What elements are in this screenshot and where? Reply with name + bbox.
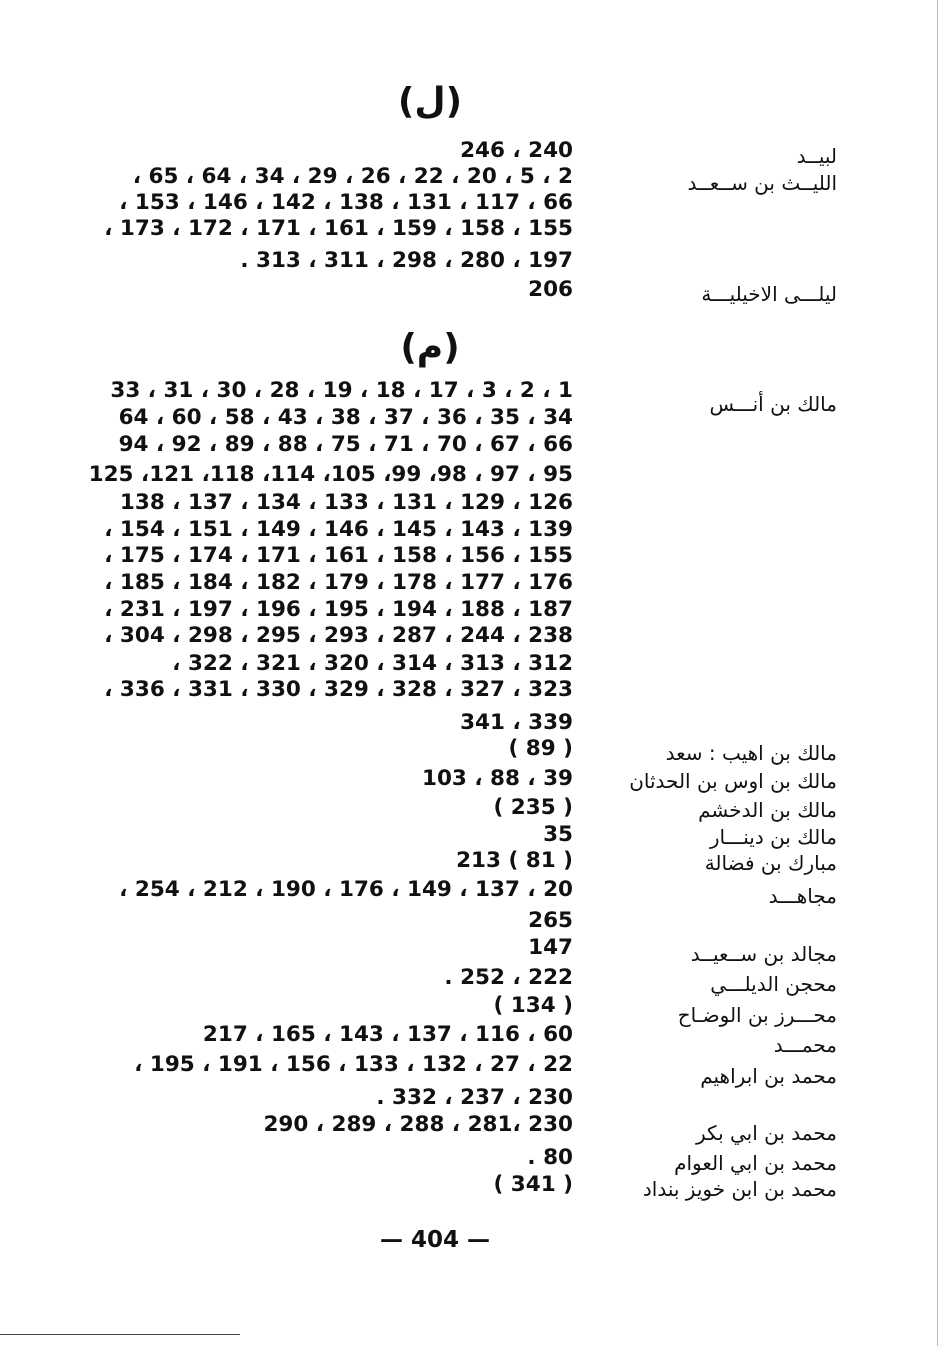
entry-name: مالك بن اوس بن الحدثان: [629, 769, 837, 793]
entry-lines: 187 ، 188 ، 194 ، 195 ، 196 ، 197 ، 231 ،: [104, 597, 573, 622]
entry-lines: 222 ، 252 .: [444, 965, 573, 990]
entry-lines: 230 ،281 ، 288 ، 289 ، 290: [263, 1112, 573, 1137]
entry-name: محمد بن ابي العوام: [674, 1151, 837, 1175]
entry-lines: 80 .: [527, 1145, 573, 1170]
entry-lines: 35: [543, 822, 573, 847]
entry-lines: 312 ، 313 ، 314 ، 320 ، 321 ، 322 ،: [172, 651, 573, 676]
entry-lines: 34 ، 35 ، 36 ، 37 ، 38 ، 43 ، 58 ، 60 ، 64: [118, 405, 573, 430]
entry-name: لبيــد: [796, 144, 837, 168]
entry-lines: 1 ، 2 ، 3 ، 17 ، 18 ، 19 ، 28 ، 30 ، 31 ، 33: [110, 378, 573, 403]
entry-lines: ( 89 ): [508, 736, 573, 761]
entry-lines: 147: [528, 935, 573, 960]
entry-lines: 20 ، 137 ، 149 ، 176 ، 190 ، 212 ، 254 ،: [119, 877, 573, 902]
entry-name: مجالد بن ســعيــد: [690, 942, 837, 966]
entry-name: محجن الديلـــي: [710, 972, 837, 996]
entry-lines: 95 ، 97 ، 98، 99، 105، 114، 118، 121، 125: [88, 462, 573, 487]
entry-lines: 155 ، 156 ، 158 ، 161 ، 171 ، 174 ، 175 ،: [104, 543, 573, 568]
entry-name: مجاهـــد: [768, 884, 837, 908]
entry-name: مالك بن دينـــار: [709, 825, 837, 849]
entry-lines: 66 ، 117 ، 131 ، 138 ، 142 ، 146 ، 153 ،: [119, 190, 573, 215]
entry-lines: 66 ، 67 ، 70 ، 71 ، 75 ، 88 ، 89 ، 92 ، 94: [118, 432, 573, 457]
entry-name: محمـــد: [773, 1033, 837, 1057]
entry-lines: 39 ، 88 ، 103: [421, 766, 573, 791]
entry-lines: 323 ، 327 ، 328 ، 329 ، 330 ، 331 ، 336 ،: [104, 677, 573, 702]
entry-name: مالك بن أنـــس: [709, 392, 837, 416]
entry-name: محمد بن ابراهيم: [700, 1064, 837, 1088]
entry-name: مبارك بن فضالة: [704, 851, 837, 875]
entry-lines: 60 ، 116 ، 137 ، 143 ، 165 ، 217: [202, 1022, 573, 1047]
entry-lines: ( 81 ) 213: [456, 848, 573, 873]
entry-lines: ( 235 ): [493, 795, 573, 820]
entry-name: محمد بن ابي بكر: [696, 1121, 837, 1145]
entry-lines: 339 ، 341: [460, 710, 573, 735]
entry-lines: 265: [528, 908, 573, 933]
entry-lines: 176 ، 177 ، 178 ، 179 ، 182 ، 184 ، 185 ،: [104, 570, 573, 595]
entry-name: الليــث بن ســعــد: [687, 171, 837, 195]
entry-lines: 206: [528, 277, 573, 302]
entry-name: ليلـــى الاخيليـــة: [701, 282, 837, 306]
section-heading-lam: (ل): [397, 81, 463, 122]
entry-lines: 2 ، 5 ، 20 ، 22 ، 26 ، 29 ، 34 ، 64 ، 65 ،: [132, 164, 573, 189]
entry-name: مالك بن الدخشم: [698, 798, 837, 822]
footer-rule: [0, 1334, 240, 1335]
entry-lines: ( 134 ): [493, 993, 573, 1018]
page-edge-line: [937, 0, 938, 1346]
entry-lines: ( 341 ): [493, 1172, 573, 1197]
entry-name: محـــرز بن الوضـاح: [677, 1003, 837, 1027]
entry-lines: 197 ، 280 ، 298 ، 311 ، 313 .: [240, 248, 573, 273]
entry-name: مالك بن اهيب : سعد: [665, 741, 837, 765]
entry-lines: 126 ، 129 ، 131 ، 133 ، 134 ، 137 ، 138: [119, 490, 573, 515]
entry-lines: 139 ، 143 ، 145 ، 146 ، 149 ، 151 ، 154 ،: [104, 517, 573, 542]
entry-lines: 230 ، 237 ، 332 .: [376, 1085, 573, 1110]
page-number: — 404 —: [379, 1227, 491, 1253]
entry-lines: 155 ، 158 ، 159 ، 161 ، 171 ، 172 ، 173 ،: [104, 216, 573, 241]
section-heading-mim: (م): [400, 327, 460, 368]
entry-lines: 240 ، 246: [460, 138, 573, 163]
entry-lines: 22 ، 27 ، 132 ، 133 ، 156 ، 191 ، 195 ،: [134, 1052, 573, 1077]
entry-lines: 238 ، 244 ، 287 ، 293 ، 295 ، 298 ، 304 ،: [104, 623, 573, 648]
entry-name: محمد بن ابن خويز بنداد: [642, 1177, 837, 1201]
